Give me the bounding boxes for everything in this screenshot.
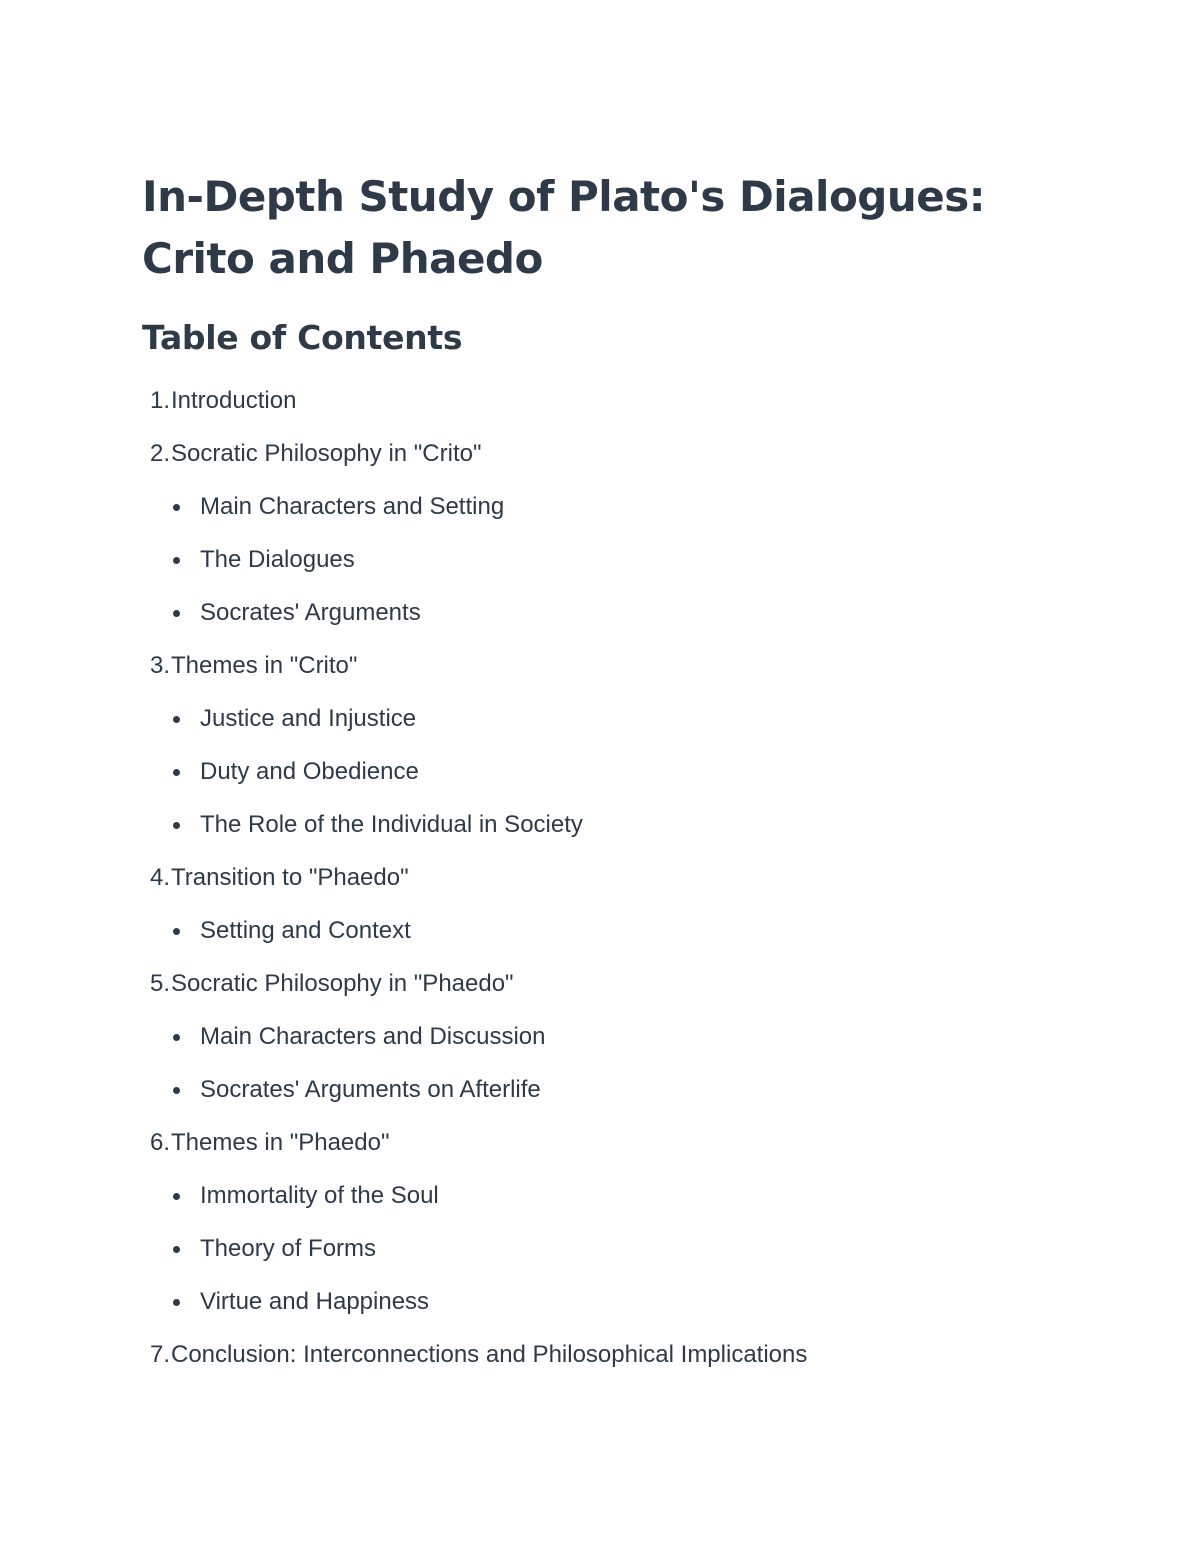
toc-subsection-label: The Dialogues — [200, 546, 355, 573]
toc-entry-line — [142, 1129, 1102, 1157]
toc-subsection-item — [142, 758, 1102, 786]
toc-entry-label: Socratic Philosophy in "Crito" — [171, 440, 482, 467]
toc-subsection-item — [142, 1235, 1102, 1263]
toc-entry — [142, 1341, 1102, 1369]
document-title-line-1: In-Depth Study of Plato's Dialogues: — [142, 172, 986, 221]
toc-subsection-label: Theory of Forms — [200, 1235, 377, 1262]
toc-subsection-item — [142, 1023, 1102, 1051]
toc-entry — [142, 864, 1102, 945]
toc-entry-line — [142, 387, 1102, 415]
toc-entry — [142, 652, 1102, 839]
toc-subsection-label: Socrates' Arguments on Afterlife — [200, 1076, 541, 1103]
toc-entry-line — [142, 440, 1102, 468]
toc-subsection-item — [142, 599, 1102, 627]
toc-subsection-list — [142, 1023, 1102, 1104]
toc-subsection-label: Main Characters and Discussion — [200, 1023, 546, 1050]
toc-entry-number: 2. — [149, 440, 170, 467]
toc-subsection-label: Socrates' Arguments — [200, 599, 421, 626]
toc-subsection-item — [142, 546, 1102, 574]
toc-entry-number: 6. — [149, 1129, 170, 1156]
bullet-icon — [173, 504, 180, 511]
toc-subsection-list — [142, 705, 1102, 839]
toc-subsection-item — [142, 1076, 1102, 1104]
toc-subsection-list — [142, 917, 1102, 945]
toc-entry — [142, 387, 1102, 415]
toc-entry-number: 5. — [149, 970, 170, 997]
toc-entry-line — [142, 970, 1102, 998]
toc-subsection-label: Immortality of the Soul — [200, 1182, 439, 1209]
toc-entry-label: Introduction — [171, 387, 297, 414]
toc-subsection-item — [142, 917, 1102, 945]
toc-subsection-label: Main Characters and Setting — [200, 493, 505, 520]
toc-subsection-item — [142, 1182, 1102, 1210]
toc-subsection-label: The Role of the Individual in Society — [200, 811, 583, 838]
bullet-icon — [173, 1299, 180, 1306]
bullet-icon — [173, 1246, 180, 1253]
toc-subsection-list — [142, 1182, 1102, 1316]
toc-entry — [142, 440, 1102, 627]
bullet-icon — [173, 822, 180, 829]
toc-subsection-label: Virtue and Happiness — [200, 1288, 430, 1315]
toc-entry-line — [142, 864, 1102, 892]
toc-entry — [142, 1129, 1102, 1316]
toc-subsection-label: Setting and Context — [200, 917, 411, 944]
toc-entry-label: Transition to "Phaedo" — [171, 864, 409, 891]
bullet-icon — [173, 769, 180, 776]
bullet-icon — [173, 928, 180, 935]
toc-entry-number: 1. — [149, 387, 170, 414]
toc-entry — [142, 970, 1102, 1104]
toc-entry-number: 7. — [149, 1341, 170, 1368]
document-title — [142, 166, 1102, 290]
toc-subsection-item — [142, 493, 1102, 521]
toc-subsection-list — [142, 493, 1102, 627]
bullet-icon — [173, 610, 180, 617]
bullet-icon — [173, 716, 180, 723]
toc-subsection-item — [142, 705, 1102, 733]
toc-subsection-label: Duty and Obedience — [200, 758, 419, 785]
bullet-icon — [173, 1193, 180, 1200]
toc-entry-line — [142, 652, 1102, 680]
bullet-icon — [173, 1087, 180, 1094]
table-of-contents-heading: Table of Contents — [142, 318, 463, 357]
toc-subsection-item — [142, 811, 1102, 839]
bullet-icon — [173, 1034, 180, 1041]
bullet-icon — [173, 557, 180, 564]
toc-entry-line — [142, 1341, 1102, 1369]
table-of-contents-list — [142, 387, 1102, 1369]
toc-entry-label: Conclusion: Interconnections and Philosophical Implications — [171, 1341, 808, 1368]
document-title-line-2: Crito and Phaedo — [142, 234, 543, 283]
toc-entry-number: 3. — [149, 652, 170, 679]
toc-entry-label: Socratic Philosophy in "Phaedo" — [171, 970, 514, 997]
document-page — [142, 166, 1102, 1394]
toc-entry-label: Themes in "Phaedo" — [171, 1129, 390, 1156]
toc-subsection-item — [142, 1288, 1102, 1316]
toc-entry-label: Themes in "Crito" — [171, 652, 358, 679]
toc-subsection-label: Justice and Injustice — [200, 705, 417, 732]
toc-entry-number: 4. — [149, 864, 170, 891]
